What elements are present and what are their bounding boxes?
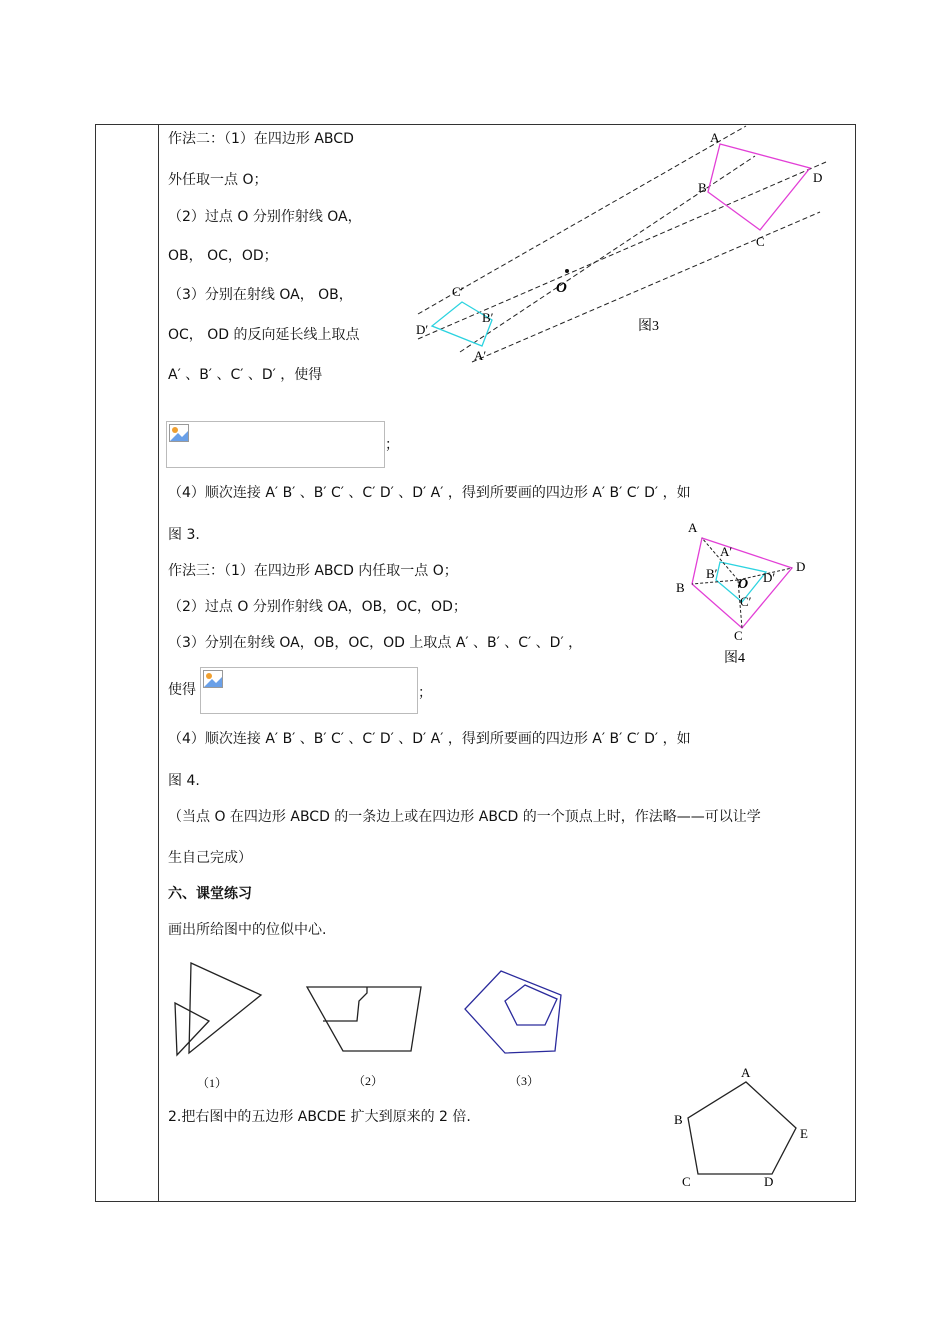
method2-step3-cont2: A′ 、B′ 、C′ 、D′ ，使得 <box>168 367 323 383</box>
fig4-label-B-prime: B′ <box>706 566 718 581</box>
exercise-figures <box>165 955 585 1095</box>
note-line1: （当点 O 在四边形 ABCD 的一条边上或在四边形 ABCD 的一个顶点上时，作法略——可以让学 <box>168 809 761 825</box>
fig4-caption: 图4 <box>724 651 745 666</box>
fig3-label-A-prime: A′ <box>474 348 487 363</box>
fig3-label-D: D <box>813 170 823 185</box>
broken-image-icon <box>169 424 189 442</box>
fig3-label-B: B <box>698 180 707 195</box>
fig4-label-D-prime: D′ <box>763 570 776 585</box>
fig3-label-C: C <box>756 234 765 249</box>
fig3-caption: 图3 <box>638 319 659 334</box>
section-heading: 六、课堂练习 <box>168 886 252 902</box>
broken-image-icon <box>203 670 223 688</box>
broken-formula-image <box>166 421 385 468</box>
pentagon-figure <box>668 1062 818 1192</box>
method2-step1: 作法二：（1）在四边形 ABCD <box>168 131 354 147</box>
exercise-2: 2.把右图中的五边形 ABCDE 扩大到原来的 2 倍. <box>168 1109 471 1125</box>
method3-step1: 作法三：（1）在四边形 ABCD 内任取一点 O； <box>168 563 458 579</box>
caption-1: （1） <box>197 1076 228 1090</box>
fig3-label-B-prime: B′ <box>482 310 494 325</box>
pentagon-label-B: B <box>674 1112 683 1127</box>
fig3-label-O: O <box>556 280 567 296</box>
method2-step4: （4）顺次连接 A′ B′ 、B′ C′ 、C′ D′ 、D′ A′ ，得到所要画的四边形 A′ B′ C′ D′ ，如 <box>168 485 691 501</box>
method3-step4-cont: 图 4. <box>168 773 200 789</box>
fig4-label-O: O <box>738 577 749 592</box>
method2-step4-cont: 图 3. <box>168 527 200 543</box>
method2-step3: （3）分别在射线 OA， OB， <box>168 287 353 303</box>
pentagon-label-D: D <box>764 1174 774 1189</box>
fig4-label-C-prime: C′ <box>740 594 752 609</box>
caption-2: （2） <box>353 1074 384 1088</box>
method3-step4: （4）顺次连接 A′ B′ 、B′ C′ 、C′ D′ 、D′ A′ ，得到所要画的四边形 A′ B′ C′ D′ ，如 <box>168 731 691 747</box>
method3-step3: （3）分别在射线 OA，OB，OC，OD 上取点 A′ 、B′ 、C′ 、D′ ， <box>168 635 583 651</box>
note-line2: 生自己完成） <box>168 850 252 866</box>
fig4-label-D: D <box>796 559 806 574</box>
fig3-label-D-prime: D′ <box>416 322 429 337</box>
fig3-label-A: A <box>710 130 720 145</box>
method3-step2: （2）过点 O 分别作射线 OA，OB，OC，OD； <box>168 599 467 615</box>
figure-3 <box>410 124 830 364</box>
caption-3: （3） <box>509 1074 540 1088</box>
pentagon-label-A: A <box>741 1065 751 1080</box>
semicolon: ； <box>418 685 432 701</box>
method2-step2-cont: OB， OC，OD； <box>168 248 278 264</box>
fig4-label-B: B <box>676 580 685 595</box>
fig4-label-C: C <box>734 628 743 643</box>
method2-step2: （2）过点 O 分别作射线 OA， <box>168 209 362 225</box>
method3-so-that: 使得 <box>168 682 196 698</box>
column-divider <box>158 124 159 1202</box>
pentagon-label-E: E <box>800 1126 808 1141</box>
method2-step3-cont: OC， OD 的反向延长线上取点 <box>168 327 360 343</box>
exercise-1: 画出所给图中的位似中心. <box>168 922 327 938</box>
fig3-label-C-prime: C′ <box>452 284 464 299</box>
broken-formula-image <box>200 667 418 714</box>
fig4-label-A-prime: A′ <box>720 544 733 559</box>
method2-step1-cont: 外任取一点 O； <box>168 172 268 188</box>
figure-4 <box>670 516 820 670</box>
pentagon-label-C: C <box>682 1174 691 1189</box>
semicolon: ； <box>385 437 399 453</box>
fig4-label-A: A <box>688 520 698 535</box>
